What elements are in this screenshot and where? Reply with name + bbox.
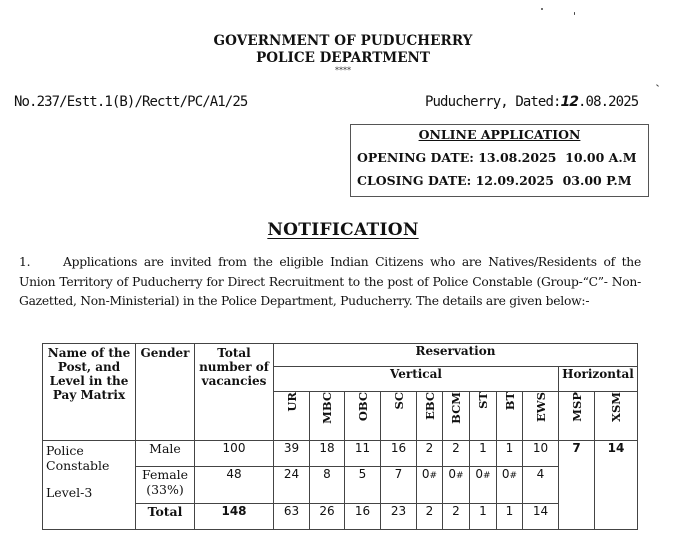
- scan-speck: [541, 8, 543, 10]
- col-xsm: XSM: [595, 392, 638, 441]
- cell: 1: [497, 504, 523, 530]
- cell: 1: [470, 504, 497, 530]
- cell: 16: [345, 504, 381, 530]
- total-female: 48: [195, 467, 274, 504]
- cell: 2: [443, 504, 470, 530]
- post-name: Police Constable: [46, 443, 110, 473]
- total-male: 100: [195, 441, 274, 467]
- cell: 18: [310, 441, 345, 467]
- footnote-mark: #: [509, 471, 518, 481]
- header-gender: Gender: [136, 344, 195, 441]
- col-bt: BT: [497, 392, 523, 441]
- cell: 63: [274, 504, 310, 530]
- paragraph-text: Applications are invited from the eligible Indian Citizens who are Natives/Residents of the Union Territory of Puducherry for Direct Recruitment to the post of Police Constable (Group-“C”- Non-Gazetted, Non-Ministerial) in the Police Department, Puducherry. The details are given below:-: [19, 255, 641, 308]
- col-bcm: BCM: [443, 392, 470, 441]
- vacancy-table: [42, 343, 638, 530]
- post-level: Level-3: [46, 485, 93, 500]
- separator-stars: ****: [335, 66, 351, 75]
- msp-value: 7: [559, 441, 595, 530]
- footnote-mark: #: [429, 471, 438, 481]
- footnote-mark: #: [483, 471, 491, 481]
- scan-speck: [656, 84, 659, 87]
- cell: 23: [381, 504, 417, 530]
- gender-male: Male: [136, 441, 195, 467]
- gender-total: Total: [136, 504, 195, 530]
- online-application-box: [350, 124, 649, 197]
- header-vertical: Vertical: [274, 367, 559, 392]
- col-sc: SC: [381, 392, 417, 441]
- col-ebc: EBC: [417, 392, 443, 441]
- reference-number: No.237/Estt.1(B)/Rectt/PC/A1/25: [14, 94, 248, 110]
- notification-title: NOTIFICATION: [267, 220, 419, 240]
- notification-heading: [0, 220, 686, 240]
- col-st: ST: [470, 392, 497, 441]
- col-mbc: MBC: [310, 392, 345, 441]
- cell: 0#: [497, 467, 523, 504]
- cell: 10: [523, 441, 559, 467]
- cell: 26: [310, 504, 345, 530]
- cell: 0#: [417, 467, 443, 504]
- cell: 14: [523, 504, 559, 530]
- cell: 24: [274, 467, 310, 504]
- scan-speck: [574, 12, 575, 15]
- cell: 1: [497, 441, 523, 467]
- col-obc: OBC: [345, 392, 381, 441]
- grand-total: 148: [195, 504, 274, 530]
- dated-prefix: Puducherry, Dated:: [425, 94, 561, 110]
- cell: 2: [417, 504, 443, 530]
- col-msp: MSP: [559, 392, 595, 441]
- cell: 5: [345, 467, 381, 504]
- department-title: POLICE DEPARTMENT: [256, 50, 430, 66]
- gender-female: Female (33%): [136, 467, 195, 504]
- post-cell: [43, 441, 136, 530]
- footnote-mark: #: [456, 471, 464, 481]
- notification-paragraph: [19, 253, 641, 312]
- paragraph-number: 1.: [19, 255, 31, 269]
- col-ur: UR: [274, 392, 310, 441]
- cell: 39: [274, 441, 310, 467]
- cell: 0#: [470, 467, 497, 504]
- cell: 2: [417, 441, 443, 467]
- col-ews: EWS: [523, 392, 559, 441]
- xsm-value: 14: [595, 441, 638, 530]
- government-title: GOVERNMENT OF PUDUCHERRY: [213, 33, 473, 49]
- cell: 4: [523, 467, 559, 504]
- online-application-title: ONLINE APPLICATION: [418, 127, 581, 142]
- cell: 0#: [443, 467, 470, 504]
- header-total: Total number of vacancies: [195, 344, 274, 441]
- header-reservation: Reservation: [274, 344, 638, 367]
- cell: 7: [381, 467, 417, 504]
- handwritten-day: 12: [560, 94, 579, 110]
- cell: 2: [443, 441, 470, 467]
- header-horizontal: Horizontal: [559, 367, 638, 392]
- closing-date: CLOSING DATE: 12.09.2025 03.00 P.M: [357, 173, 632, 188]
- dated-rest: .08.2025: [578, 94, 639, 110]
- place-dated: [425, 94, 638, 110]
- cell: 11: [345, 441, 381, 467]
- header-post: Name of the Post, and Level in the Pay Matrix: [43, 344, 136, 441]
- cell: 8: [310, 467, 345, 504]
- cell: 1: [470, 441, 497, 467]
- opening-date: OPENING DATE: 13.08.2025 10.00 A.M: [357, 150, 637, 165]
- cell: 16: [381, 441, 417, 467]
